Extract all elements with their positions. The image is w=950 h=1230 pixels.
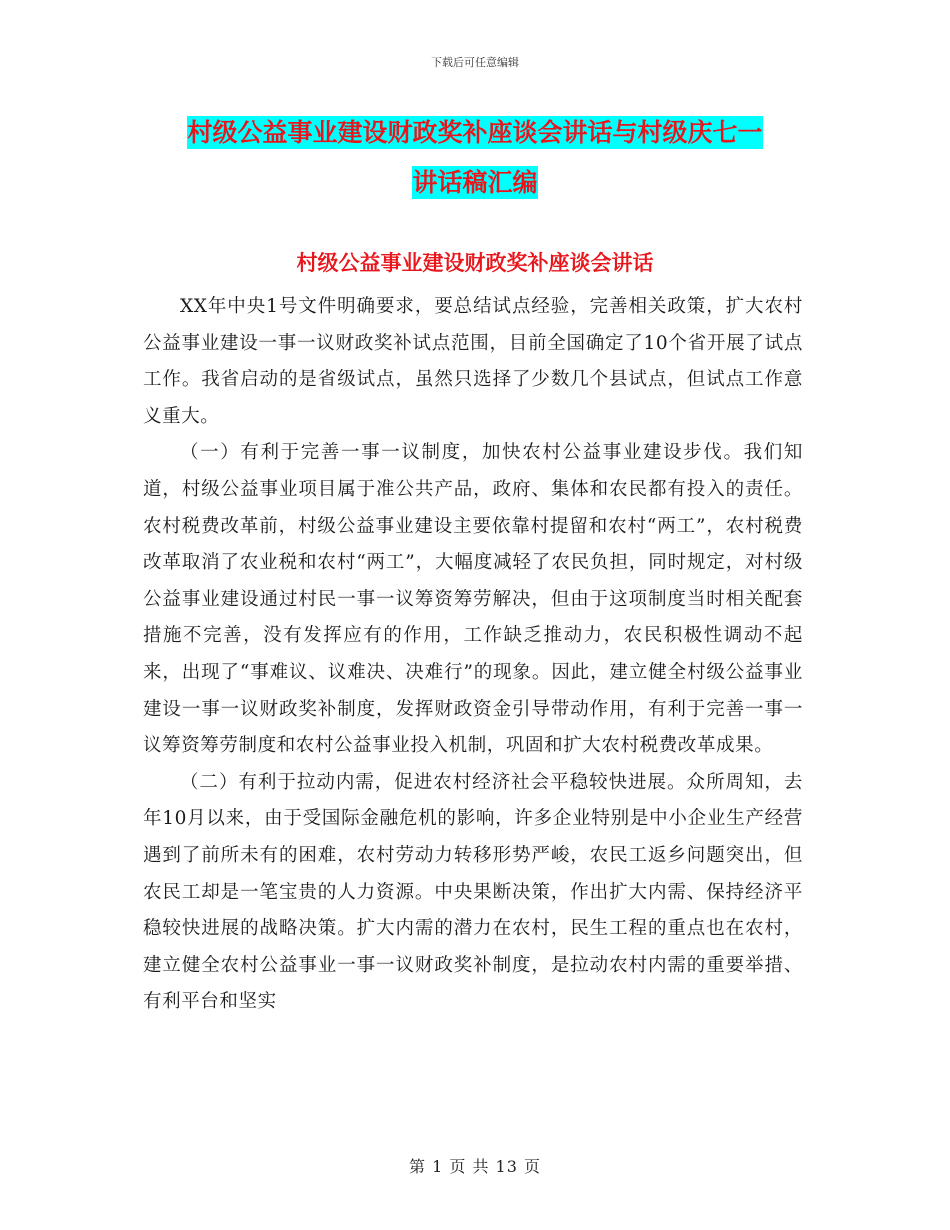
paragraph-1: XX年中央1号文件明确要求，要总结试点经验，完善相关政策，扩大农村公益事业建设一事一议财政奖补试点范围，目前全国确定了10个省开展了试点工作。我省启动的是省级试点，虽然只选择了少数几个县试点，但试点工作意义重大。 — [143, 296, 803, 427]
section-title: 村级公益事业建设财政奖补座谈会讲话 — [296, 251, 654, 275]
header-note: 下载后可任意编辑 — [431, 56, 519, 69]
document-body — [143, 289, 803, 1021]
page-footer: 第 1 页 共 13 页 — [409, 1157, 541, 1176]
document-title-line-1: 村级公益事业建设财政奖补座谈会讲话与村级庆七一 — [187, 118, 763, 147]
paragraph-3: （二）有利于拉动内需，促进农村经济社会平稳较快进展。众所周知，去年10月以来，由于受国际金融危机的影响，许多企业特别是中小企业生产经营遇到了前所未有的困难，农村劳动力转移形势严峻，农民工返乡问题突出，但农民工却是一笔宝贵的人力资源。中央果断决策，作出扩大内需、保持经济平稳较快进展的战略决策。扩大内需的潜力在农村，民生工程的重点也在农村，建立健全农村公益事业一事一议财政奖补制度，是拉动农村内需的重要举措、有利平台和坚实 — [143, 771, 803, 1013]
paragraph-2: （一）有利于完善一事一议制度，加快农村公益事业建设步伐。我们知道，村级公益事业项目属于准公共产品，政府、集体和农民都有投入的责任。农村税费改革前，村级公益事业建设主要依靠村提留和农村“两工”，农村税费改革取消了农业税和农村“两工”，大幅度减轻了农民负担，同时规定，对村级公益事业建设通过村民一事一议筹资筹劳解决，但由于这项制度当时相关配套措施不完善，没有发挥应有的作用，工作缺乏推动力，农民积极性调动不起来，出现了“事难议、议难决、决难行”的现象。因此，建立健全村级公益事业建设一事一议财政奖补制度，发挥财政资金引导带动作用，有利于完善一事一议筹资筹劳制度和农村公益事业投入机制，巩固和扩大农村税费改革成果。 — [143, 442, 803, 757]
document-title-line-2: 讲话稿汇编 — [412, 168, 538, 197]
document-title — [0, 108, 950, 208]
